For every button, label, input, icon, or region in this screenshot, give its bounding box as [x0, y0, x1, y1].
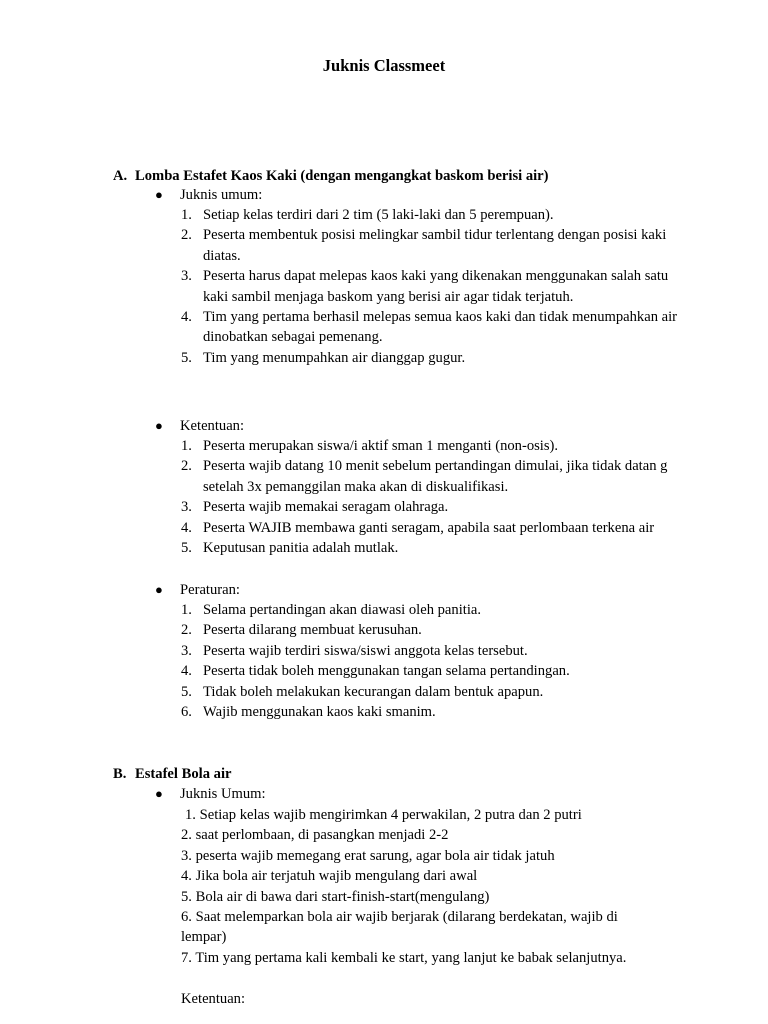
list-item: 6. Wajib menggunakan kaos kaki smanim. — [181, 704, 436, 721]
list-item: 5. Tidak boleh melakukan kecurangan dalam bentuk apapun. — [181, 683, 544, 700]
list-item: 2. Peserta wajib datang 10 menit sebelum pertandingan dimulai, jika tidak datan g setelah 3x pemanggilan maka akan di diskualifikasi. — [181, 458, 668, 495]
section-b-letter: B. — [113, 766, 127, 782]
list-item: 6. Saat melemparkan bola air wajib berjarak (dilarang berdekatan, wajib di lempar) — [181, 909, 618, 946]
list-item: 4. Peserta tidak boleh menggunakan tangan selama pertandingan. — [181, 663, 570, 680]
list-item: 7. Tim yang pertama kali kembali ke start, yang lanjut ke babak selanjutnya. — [181, 949, 627, 966]
bullet-ketentuan — [155, 416, 244, 436]
bullet-icon: ● — [155, 786, 163, 801]
bullet-icon: ● — [155, 418, 163, 433]
bullet-juknis-umum-b — [155, 784, 266, 804]
bullet-label: Juknis Umum: — [180, 786, 266, 802]
list-item: 1. Setiap kelas terdiri dari 2 tim (5 laki-laki dan 5 perempuan). — [181, 207, 554, 223]
list-item: 1. Selama pertandingan akan diawasi oleh panitia. — [181, 602, 481, 618]
bullet-label: Peraturan: — [180, 582, 240, 598]
list-item: 4. Peserta WAJIB membawa ganti seragam, apabila saat perlombaan terkena air — [181, 519, 655, 536]
list-item: 3. Peserta wajib terdiri siswa/siswi anggota kelas tersebut. — [181, 642, 528, 659]
list-item: 3. peserta wajib memegang erat sarung, agar bola air tidak jatuh — [181, 847, 555, 864]
list-item: 5. Bola air di bawa dari start-finish-start(mengulang) — [181, 888, 490, 905]
juknis-umum-list — [181, 205, 681, 368]
list-item: 5. Keputusan panitia adalah mutlak. — [181, 540, 399, 557]
bullet-icon: ● — [155, 187, 163, 202]
bullet-label: Ketentuan: — [180, 418, 245, 434]
list-item: 5. Tim yang menumpahkan air dianggap gugur. — [181, 349, 466, 366]
peraturan-list — [181, 600, 681, 722]
bullet-icon: ● — [155, 582, 163, 597]
ketentuan-list — [181, 436, 681, 558]
section-a-title: Lomba Estafet Kaos Kaki (dengan mengangkat baskom berisi air) — [135, 168, 549, 184]
bullet-label: Juknis umum: — [180, 187, 263, 203]
ketentuan-b-label: Ketentuan: — [181, 991, 246, 1007]
page-title: Juknis Classmeet — [322, 56, 446, 75]
list-item: 2. Peserta dilarang membuat kerusuhan. — [181, 622, 422, 639]
list-item: 1. Setiap kelas wajib mengirimkan 4 perwakilan, 2 putra dan 2 putri — [185, 807, 582, 823]
juknis-umum-b-list — [181, 805, 651, 968]
list-item: 4. Jika bola air terjatuh wajib mengulang dari awal — [181, 868, 478, 885]
list-item: 2. saat perlombaan, di pasangkan menjadi 2-2 — [181, 827, 449, 844]
section-b-heading — [113, 764, 231, 784]
section-a-heading — [113, 166, 549, 186]
list-item: 3. Peserta harus dapat melepas kaos kaki yang dikenakan menggunakan salah satu kaki sambil menjaga baskom yang berisi air agar tidak terjatuh. — [181, 268, 669, 305]
section-b-title: Estafel Bola air — [135, 766, 232, 782]
list-item: 1. Peserta merupakan siswa/i aktif sman 1 menganti (non-osis). — [181, 438, 559, 454]
bullet-juknis-umum — [155, 185, 262, 205]
list-item: 3. Peserta wajib memakai seragam olahraga. — [181, 499, 449, 516]
list-item: 2. Peserta membentuk posisi melingkar sambil tidur terlentang dengan posisi kaki diatas. — [181, 227, 667, 264]
bullet-peraturan — [155, 580, 240, 600]
section-a-letter: A. — [113, 168, 128, 184]
list-item: 4. Tim yang pertama berhasil melepas semua kaos kaki dan tidak menumpahkan air dinobatkan sebagai pemenang. — [181, 309, 678, 346]
